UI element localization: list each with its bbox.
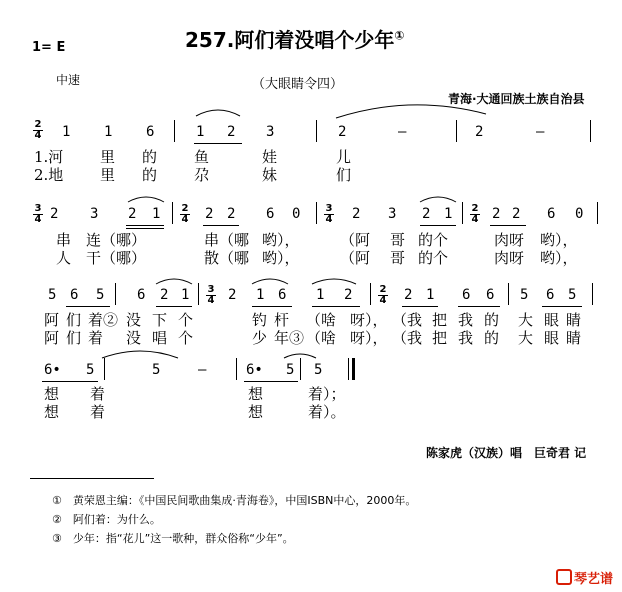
note: 2 bbox=[344, 287, 353, 303]
note: 5 bbox=[568, 287, 577, 303]
lyric: 睛 bbox=[566, 329, 582, 347]
note: 2 bbox=[492, 206, 501, 222]
lyric: 的 bbox=[484, 329, 500, 347]
note: 1 bbox=[181, 287, 190, 303]
lyric: 哟）， bbox=[540, 231, 578, 249]
lyric: 少 bbox=[252, 329, 268, 347]
note: 2 bbox=[128, 206, 137, 222]
lyric: 着② bbox=[88, 311, 119, 329]
lyric: 鱼 bbox=[194, 148, 210, 166]
note: 2 bbox=[205, 206, 214, 222]
watermark: 琴艺谱 bbox=[556, 568, 613, 587]
lyric: 想 bbox=[44, 385, 60, 403]
note: 2 bbox=[227, 124, 236, 140]
lyric: 肉呀 bbox=[494, 249, 525, 267]
underline-beat bbox=[458, 306, 500, 307]
note: 0 bbox=[575, 206, 584, 222]
underline-beat bbox=[194, 143, 242, 144]
lyric: 妹 bbox=[262, 166, 278, 184]
lyric: 眼 bbox=[544, 311, 560, 329]
note: 6 bbox=[278, 287, 287, 303]
note: 3 bbox=[90, 206, 99, 222]
lyric: 年③ bbox=[274, 329, 305, 347]
underline-beat bbox=[490, 225, 526, 226]
lyric: 的 bbox=[484, 311, 500, 329]
note: 5 bbox=[86, 362, 95, 378]
dash: — bbox=[536, 124, 545, 140]
lyric: 的 bbox=[142, 166, 158, 184]
lyric: 串（哪 bbox=[204, 231, 250, 249]
note: 1 bbox=[316, 287, 325, 303]
region-label: 青海·大通回族土族自治县 bbox=[448, 92, 585, 106]
lyric: 哟）， bbox=[262, 249, 300, 267]
dash: — bbox=[398, 124, 407, 140]
time-signature: 3 4 bbox=[34, 203, 42, 225]
note: 6 bbox=[547, 206, 556, 222]
underline-beat bbox=[244, 381, 298, 382]
note: 6• bbox=[246, 362, 263, 378]
note: 0 bbox=[292, 206, 301, 222]
lyric: 下 bbox=[152, 311, 168, 329]
lyric: 们 bbox=[336, 166, 352, 184]
lyric: 哟）， bbox=[262, 231, 300, 249]
note: 3 bbox=[388, 206, 397, 222]
note: 2 bbox=[352, 206, 361, 222]
note: 5 bbox=[96, 287, 105, 303]
lyric: （我 bbox=[392, 311, 423, 329]
note: 1 bbox=[104, 124, 113, 140]
lyric: 呀）， bbox=[350, 329, 388, 347]
note: 1 bbox=[152, 206, 161, 222]
time-signature: 2 4 bbox=[379, 284, 387, 306]
lyric: 的个 bbox=[418, 231, 449, 249]
note: 1 bbox=[444, 206, 453, 222]
lyric: 串 bbox=[56, 231, 72, 249]
time-signature: 3 4 bbox=[325, 203, 333, 225]
footnote: ③ 少年：指“花儿”这一歌种，群众俗称“少年”。 bbox=[52, 532, 294, 545]
footnote-mark: ① bbox=[394, 28, 405, 43]
lyric: 1.河 bbox=[34, 148, 64, 166]
slur bbox=[0, 344, 622, 374]
tune-subtitle: （大眼睛令四） bbox=[252, 77, 344, 92]
lyric: 阿 bbox=[44, 329, 60, 347]
lyric: 杆 bbox=[274, 311, 290, 329]
note: 5 bbox=[286, 362, 295, 378]
lyric: 着）； bbox=[308, 385, 346, 403]
lyric: 呀）， bbox=[350, 311, 388, 329]
lyric: 哟）， bbox=[540, 249, 578, 267]
note: 2 bbox=[160, 287, 169, 303]
lyric: 哥 bbox=[390, 231, 406, 249]
lyric: 里 bbox=[100, 148, 116, 166]
footnote-divider bbox=[30, 478, 154, 479]
lyric: 想 bbox=[248, 385, 264, 403]
lyric: 的 bbox=[142, 148, 158, 166]
note: 6 bbox=[546, 287, 555, 303]
footnote: ① 黄荣恩主编：《中国民间歌曲集成·青海卷》，中国ISBN中心，2000年。 bbox=[52, 494, 417, 507]
underline-beat bbox=[312, 306, 360, 307]
lyric: 着 bbox=[88, 329, 104, 347]
key-signature: 1= E bbox=[32, 40, 66, 55]
note: 6 bbox=[462, 287, 471, 303]
lyric: （啥 bbox=[306, 329, 337, 347]
page-title: 257.阿们着没唱个少年① bbox=[185, 28, 405, 52]
note: 6 bbox=[137, 287, 146, 303]
lyric: 的个 bbox=[418, 249, 449, 267]
time-signature: 2 4 bbox=[181, 203, 189, 225]
lyric: 散（哪 bbox=[204, 249, 250, 267]
slur bbox=[0, 270, 622, 300]
note: 1 bbox=[196, 124, 205, 140]
lyric: 我 bbox=[458, 311, 474, 329]
slur bbox=[0, 188, 622, 218]
time-signature: 2 4 bbox=[34, 119, 42, 141]
lyric: 儿 bbox=[336, 148, 352, 166]
note: 6 bbox=[266, 206, 275, 222]
note: 2 bbox=[50, 206, 59, 222]
lyric: 娃 bbox=[262, 148, 278, 166]
lyric: 着 bbox=[90, 403, 106, 421]
lyric: 着 bbox=[90, 385, 106, 403]
note: 5 bbox=[520, 287, 529, 303]
lyric: 把 bbox=[432, 311, 448, 329]
tempo-marking: 中速 bbox=[56, 73, 81, 87]
lyric: 大 bbox=[518, 329, 534, 347]
note: 2 bbox=[512, 206, 521, 222]
note: 2 bbox=[404, 287, 413, 303]
watermark-logo-icon bbox=[556, 569, 572, 585]
lyric: （我 bbox=[392, 329, 423, 347]
underline-beat bbox=[402, 306, 438, 307]
note: 5 bbox=[48, 287, 57, 303]
lyric: 们 bbox=[66, 311, 82, 329]
underline-beat bbox=[203, 225, 239, 226]
lyric: 没 bbox=[126, 329, 142, 347]
time-signature: 2 4 bbox=[471, 203, 479, 225]
lyric: （阿 bbox=[340, 249, 371, 267]
note: 6 bbox=[486, 287, 495, 303]
lyric: 2.地 bbox=[34, 166, 64, 184]
lyric: 想 bbox=[248, 403, 264, 421]
lyric: 肉呀 bbox=[494, 231, 525, 249]
lyric: 个 bbox=[178, 329, 194, 347]
note: 6• bbox=[44, 362, 61, 378]
note: 6 bbox=[146, 124, 155, 140]
lyric: 们 bbox=[66, 329, 82, 347]
singer-credit: 陈家虎（汉族）唱 巨奇君 记 bbox=[426, 446, 587, 460]
lyric: 唱 bbox=[152, 329, 168, 347]
note: 2 bbox=[475, 124, 484, 140]
lyric: 尕 bbox=[194, 166, 210, 184]
lyric: 连（哪） bbox=[86, 231, 147, 249]
time-signature: 3 4 bbox=[207, 284, 215, 306]
lyric: 个 bbox=[178, 311, 194, 329]
note: 6 bbox=[70, 287, 79, 303]
note: 5 bbox=[152, 362, 161, 378]
lyric: （啥 bbox=[306, 311, 337, 329]
lyric: 干（哪） bbox=[86, 249, 147, 267]
lyric: 着）。 bbox=[308, 403, 346, 421]
underline-beat bbox=[420, 225, 456, 226]
lyric: 眼 bbox=[544, 329, 560, 347]
lyric: 哥 bbox=[390, 249, 406, 267]
lyric: 睛 bbox=[566, 311, 582, 329]
lyric: 里 bbox=[100, 166, 116, 184]
underline-beat bbox=[156, 306, 192, 307]
note: 1 bbox=[426, 287, 435, 303]
lyric: 大 bbox=[518, 311, 534, 329]
dash: — bbox=[198, 362, 207, 378]
footnote: ② 阿们着：为什么。 bbox=[52, 513, 161, 526]
note: 1 bbox=[62, 124, 71, 140]
lyric: 我 bbox=[458, 329, 474, 347]
lyric: 把 bbox=[432, 329, 448, 347]
lyric: 想 bbox=[44, 403, 60, 421]
underline-beat bbox=[252, 306, 292, 307]
slur bbox=[0, 100, 622, 140]
lyric: 钓 bbox=[252, 311, 268, 329]
note: 1 bbox=[256, 287, 265, 303]
lyric: （阿 bbox=[340, 231, 371, 249]
note: 2 bbox=[338, 124, 347, 140]
note: 2 bbox=[422, 206, 431, 222]
note: 2 bbox=[227, 206, 236, 222]
lyric: 没 bbox=[126, 311, 142, 329]
note: 2 bbox=[228, 287, 237, 303]
lyric: 阿 bbox=[44, 311, 60, 329]
note: 5 bbox=[314, 362, 323, 378]
note: 3 bbox=[266, 124, 275, 140]
underline-beat bbox=[542, 306, 582, 307]
underline-beat bbox=[66, 306, 110, 307]
lyric: 人 bbox=[56, 249, 72, 267]
underline-beat bbox=[42, 381, 98, 382]
underline-beat bbox=[126, 225, 164, 226]
